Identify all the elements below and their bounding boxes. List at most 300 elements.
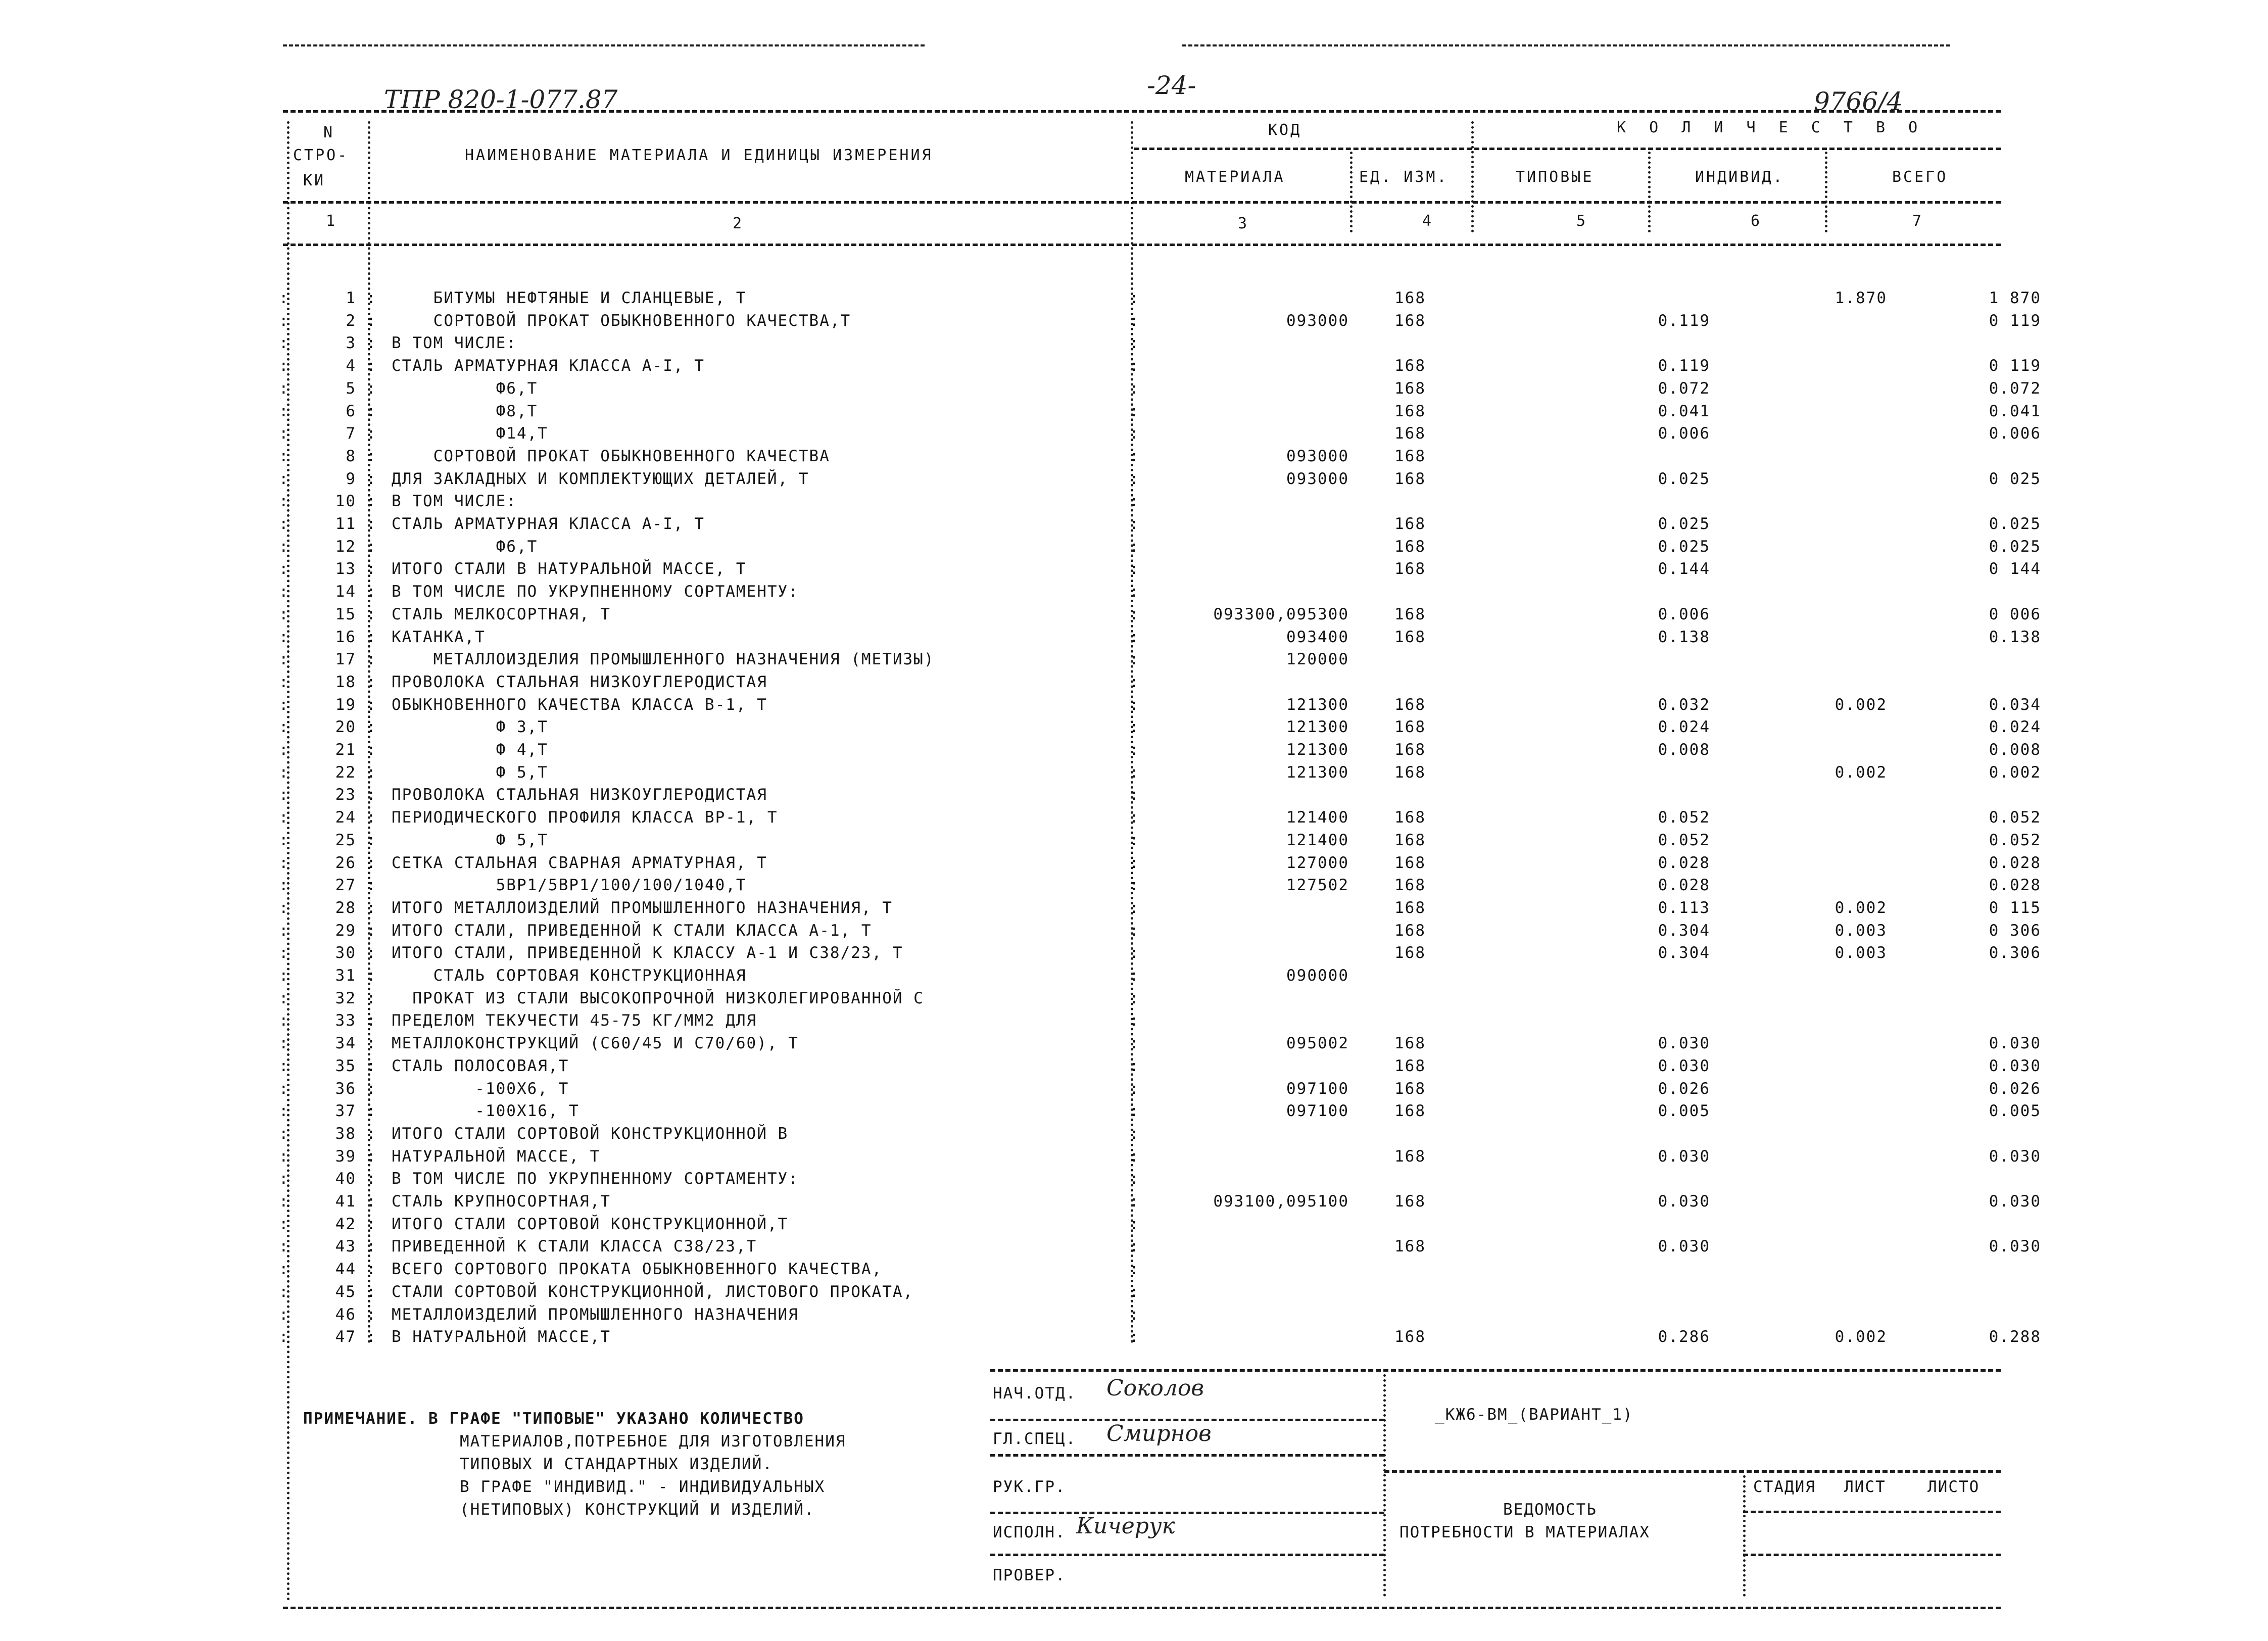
row-material-name: Ф 4,Т: [392, 741, 548, 759]
row-material-name: СТАЛЬ АРМАТУРНАЯ КЛАССА А-I, Т: [392, 515, 705, 533]
row-total-qty: 0.026: [1989, 1080, 2041, 1098]
row-number: 17: [335, 650, 356, 668]
row-material-name: СЕТКА СТАЛЬНАЯ СВАРНАЯ АРМАТУРНАЯ, Т: [392, 854, 767, 872]
row-name-separator: :: [1129, 944, 1140, 962]
row-unit-code: 168: [1394, 1034, 1426, 1052]
colnum-4: 4: [1422, 212, 1432, 230]
row-unit-code: 168: [1394, 560, 1426, 578]
row-material-code: 127502: [1286, 876, 1349, 894]
row-material-code: 093000: [1286, 312, 1349, 330]
row-material-name: ПРЕДЕЛОМ ТЕКУЧЕСТИ 45-75 КГ/ММ2 ДЛЯ: [392, 1011, 757, 1030]
row-left-border: :: [279, 673, 289, 691]
row-material-name: ИТОГО СТАЛИ В НАТУРАЛЬНОЙ МАССЕ, Т: [392, 560, 747, 578]
row-no-separator: :: [366, 402, 377, 420]
executor-label: ИСПОЛН.: [993, 1523, 1066, 1541]
row-left-border: :: [279, 1147, 289, 1166]
colnum-1: 1: [326, 212, 335, 230]
stage-line-2: [1743, 1554, 2001, 1556]
row-unit-code: 168: [1394, 922, 1426, 940]
row-total-qty: 0.024: [1989, 718, 2041, 736]
row-material-name: ПРОКАТ ИЗ СТАЛИ ВЫСОКОПРОЧНОЙ НИЗКОЛЕГИРОВАННОЙ С: [392, 989, 924, 1007]
table-row: [279, 1215, 2001, 1238]
row-no-separator: :: [366, 944, 377, 962]
row-number: 16: [335, 628, 356, 646]
row-total-qty: 0 144: [1989, 560, 2041, 578]
row-total-qty: 0.002: [1989, 763, 2041, 782]
row-no-separator: :: [366, 424, 377, 443]
row-number: 29: [335, 922, 356, 940]
row-number: 22: [335, 763, 356, 782]
row-typical-qty: 0.008: [1658, 741, 1710, 759]
row-material-name: В НАТУРАЛЬНОЙ МАССЕ,Т: [392, 1328, 611, 1346]
row-no-separator: :: [366, 1034, 377, 1052]
row-left-border: :: [279, 808, 289, 827]
row-material-name: СТАЛЬ АРМАТУРНАЯ КЛАССА А-I, Т: [392, 357, 705, 375]
row-number: 42: [335, 1215, 356, 1233]
row-material-name: Ф 3,Т: [392, 718, 548, 736]
row-left-border: :: [279, 515, 289, 533]
row-unit-code: 168: [1394, 854, 1426, 872]
row-unit-code: 168: [1394, 538, 1426, 556]
row-left-border: :: [279, 560, 289, 578]
row-no-separator: :: [366, 786, 377, 804]
colnum-7: 7: [1912, 212, 1922, 230]
row-number: 32: [335, 989, 356, 1007]
chief-spec-signature: Смирнов: [1106, 1421, 1212, 1446]
row-number: 4: [346, 357, 356, 375]
row-left-border: :: [279, 1125, 289, 1143]
row-no-separator: :: [366, 312, 377, 330]
row-name-separator: :: [1129, 289, 1140, 307]
table-row: [279, 650, 2001, 673]
row-material-code: 097100: [1286, 1102, 1349, 1120]
row-name-separator: :: [1129, 1170, 1140, 1188]
row-name-separator: :: [1129, 515, 1140, 533]
row-material-name: Ф 5,Т: [392, 831, 548, 849]
row-unit-code: 168: [1394, 312, 1426, 330]
colnum-3: 3: [1238, 215, 1247, 232]
table-row: [279, 402, 2041, 425]
row-material-name: В ТОМ ЧИСЛЕ ПО УКРУПНЕННОМУ СОРТАМЕНТУ:: [392, 583, 799, 601]
row-left-border: :: [279, 447, 289, 465]
table-row: [279, 560, 2041, 583]
table-row: [279, 312, 2041, 335]
row-left-border: :: [279, 289, 289, 307]
row-no-separator: :: [366, 492, 377, 510]
table-row: [279, 424, 2041, 448]
col-code-material-header: МАТЕРИАЛА: [1185, 168, 1285, 186]
row-unit-code: 168: [1394, 628, 1426, 646]
row-material-name: НАТУРАЛЬНОЙ МАССЕ, Т: [392, 1147, 601, 1166]
row-total-qty: 0 119: [1989, 312, 2041, 330]
row-number: 28: [335, 899, 356, 917]
row-name-separator: :: [1129, 560, 1140, 578]
row-left-border: :: [279, 696, 289, 714]
row-unit-code: 168: [1394, 944, 1426, 962]
row-left-border: :: [279, 1011, 289, 1030]
row-no-separator: :: [366, 650, 377, 668]
row-material-name: Ф 5,Т: [392, 763, 548, 782]
row-unit-code: 168: [1394, 831, 1426, 849]
row-left-border: :: [279, 763, 289, 782]
row-material-name: СТАЛЬ СОРТОВАЯ КОНСТРУКЦИОННАЯ: [392, 967, 747, 985]
sig-row-line-3: [990, 1512, 1384, 1514]
row-name-separator: :: [1129, 1328, 1140, 1346]
row-no-separator: :: [366, 1215, 377, 1233]
row-material-name: -100Х16, Т: [392, 1102, 580, 1120]
row-material-name: ИТОГО СТАЛИ, ПРИВЕДЕННОЙ К СТАЛИ КЛАССА А-1, Т: [392, 922, 872, 940]
row-no-separator: :: [366, 876, 377, 894]
chief-spec-label: ГЛ.СПЕЦ.: [993, 1430, 1077, 1448]
row-no-separator: :: [366, 922, 377, 940]
row-left-border: :: [279, 628, 289, 646]
table-row: [279, 1260, 2001, 1283]
row-material-name: БИТУМЫ НЕФТЯНЫЕ И СЛАНЦЕВЫЕ, Т: [392, 289, 747, 307]
row-typical-qty: 0.005: [1658, 1102, 1710, 1120]
row-name-separator: :: [1129, 741, 1140, 759]
row-no-separator: :: [366, 379, 377, 398]
table-row: [279, 989, 2001, 1012]
row-left-border: :: [279, 1283, 289, 1301]
code-unit-separator: [1350, 152, 1353, 232]
ind-tot-separator: [1825, 152, 1827, 232]
row-material-name: 5ВР1/5ВР1/100/100/1040,Т: [392, 876, 747, 894]
row-material-name: МЕТАЛЛОКОНСТРУКЦИЙ (С60/45 И С70/60), Т: [392, 1034, 799, 1052]
row-number: 35: [335, 1057, 356, 1075]
row-material-name: СТАЛЬ КРУПНОСОРТНАЯ,Т: [392, 1192, 611, 1211]
row-typical-qty: 0.052: [1658, 831, 1710, 849]
row-number: 34: [335, 1034, 356, 1052]
table-row: [279, 289, 2041, 312]
table-row: [279, 876, 2041, 899]
row-typical-qty: 0.030: [1658, 1034, 1710, 1052]
table-row: [279, 673, 2001, 696]
row-material-code: 097100: [1286, 1080, 1349, 1098]
row-total-qty: 0 006: [1989, 605, 2041, 623]
row-unit-code: 168: [1394, 379, 1426, 398]
row-no-separator: :: [366, 1102, 377, 1120]
table-row: [279, 944, 2041, 967]
row-name-separator: :: [1129, 447, 1140, 465]
row-material-code: 121300: [1286, 696, 1349, 714]
row-left-border: :: [279, 1170, 289, 1188]
row-material-name: ИТОГО СТАЛИ СОРТОВОЙ КОНСТРУКЦИОННОЙ В: [392, 1125, 789, 1143]
row-total-qty: 0.030: [1989, 1034, 2041, 1052]
row-no-separator: :: [366, 1057, 377, 1075]
row-name-separator: :: [1129, 424, 1140, 443]
table-row: [279, 1237, 2041, 1261]
table-row: [279, 515, 2041, 538]
row-material-code: 120000: [1286, 650, 1349, 668]
row-no-separator: :: [366, 560, 377, 578]
row-material-code: 093300,095300: [1213, 605, 1349, 623]
row-left-border: :: [279, 402, 289, 420]
row-number: 25: [335, 831, 356, 849]
table-row: [279, 1283, 2001, 1306]
row-unit-code: 168: [1394, 605, 1426, 623]
row-material-code: 093100,095100: [1213, 1192, 1349, 1211]
row-name-separator: :: [1129, 854, 1140, 872]
row-number: 14: [335, 583, 356, 601]
note-line-4: В ГРАФЕ "ИНДИВИД." - ИНДИВИДУАЛЬНЫХ: [460, 1478, 826, 1496]
note-line-3: ТИПОВЫХ И СТАНДАРТНЫХ ИЗДЕЛИЙ.: [460, 1455, 773, 1473]
row-no-separator: :: [366, 831, 377, 849]
row-material-name: ПЕРИОДИЧЕСКОГО ПРОФИЛЯ КЛАССА ВР-1, Т: [392, 808, 778, 827]
row-name-separator: :: [1129, 696, 1140, 714]
row-material-name: СТАЛЬ ПОЛОСОВАЯ,Т: [392, 1057, 569, 1075]
table-row: [279, 1192, 2041, 1216]
row-material-code: 093000: [1286, 470, 1349, 488]
table-row: [279, 583, 2001, 606]
table-row: [279, 1170, 2001, 1193]
row-number: 37: [335, 1102, 356, 1120]
row-total-qty: 1 870: [1989, 289, 2041, 307]
row-name-separator: :: [1129, 1237, 1140, 1256]
row-left-border: :: [279, 876, 289, 894]
row-material-code: 093400: [1286, 628, 1349, 646]
table-row: [279, 763, 2041, 787]
row-number: 40: [335, 1170, 356, 1188]
row-name-separator: :: [1129, 1011, 1140, 1030]
variant-code: _КЖ6-ВМ_(ВАРИАНТ_1): [1435, 1406, 1633, 1424]
row-total-qty: 0.041: [1989, 402, 2041, 420]
row-material-name: ВСЕГО СОРТОВОГО ПРОКАТА ОБЫКНОВЕННОГО КАЧЕСТВА,: [392, 1260, 883, 1278]
col-total-header: ВСЕГО: [1892, 168, 1948, 186]
row-left-border: :: [279, 922, 289, 940]
row-left-border: :: [279, 1034, 289, 1052]
row-name-separator: :: [1129, 989, 1140, 1007]
row-left-border: :: [279, 741, 289, 759]
document-ref: 9766/4: [1814, 87, 1903, 116]
row-number: 8: [346, 447, 356, 465]
row-typical-qty: 0.304: [1658, 922, 1710, 940]
note-line-1: ПРИМЕЧАНИЕ. В ГРАФЕ "ТИПОВЫЕ" УКАЗАНО КОЛИЧЕСТВО: [303, 1410, 804, 1428]
row-typical-qty: 0.041: [1658, 402, 1710, 420]
row-number: 47: [335, 1328, 356, 1346]
row-typical-qty: 0.119: [1658, 312, 1710, 330]
row-left-border: :: [279, 1057, 289, 1075]
note-line-2: МАТЕРИАЛОВ,ПОТРЕБНОЕ ДЛЯ ИЗГОТОВЛЕНИЯ: [460, 1432, 846, 1451]
row-unit-code: 168: [1394, 696, 1426, 714]
row-no-separator: :: [366, 538, 377, 556]
table-row: [279, 1080, 2041, 1103]
row-typical-qty: 0.052: [1658, 808, 1710, 827]
row-no-separator: :: [366, 1237, 377, 1256]
row-material-code: 093000: [1286, 447, 1349, 465]
row-left-border: :: [279, 899, 289, 917]
row-no-separator: :: [366, 763, 377, 782]
row-name-separator: :: [1129, 786, 1140, 804]
row-no-separator: :: [366, 447, 377, 465]
row-unit-code: 168: [1394, 1192, 1426, 1211]
row-left-border: :: [279, 1192, 289, 1211]
row-typical-qty: 0.028: [1658, 876, 1710, 894]
col-unit-header: ЕД. ИЗМ.: [1359, 168, 1449, 186]
row-no-separator: :: [366, 515, 377, 533]
row-material-name: Ф14,Т: [392, 424, 548, 443]
page-number: -24-: [1147, 71, 1196, 100]
row-material-code: 127000: [1286, 854, 1349, 872]
row-unit-code: 168: [1394, 718, 1426, 736]
row-number: 6: [346, 402, 356, 420]
table-row: [279, 492, 2001, 515]
document-title-line-2: ПОТРЕБНОСТИ В МАТЕРИАЛАХ: [1400, 1523, 1650, 1541]
row-name-separator: :: [1129, 1306, 1140, 1324]
row-number: 13: [335, 560, 356, 578]
row-number: 2: [346, 312, 356, 330]
row-unit-code: 168: [1394, 1328, 1426, 1346]
row-name-separator: :: [1129, 1080, 1140, 1098]
col-individual-header: ИНДИВИД.: [1695, 168, 1784, 186]
row-left-border: :: [279, 538, 289, 556]
row-name-separator: :: [1129, 673, 1140, 691]
row-material-name: КАТАНКА,Т: [392, 628, 486, 646]
row-total-qty: 0.030: [1989, 1147, 2041, 1166]
table-row: [279, 786, 2001, 809]
row-typical-qty: 0.144: [1658, 560, 1710, 578]
row-number: 41: [335, 1192, 356, 1211]
row-total-qty: 0 115: [1989, 899, 2041, 917]
row-left-border: :: [279, 1260, 289, 1278]
table-row: [279, 1328, 2041, 1351]
row-left-border: :: [279, 1328, 289, 1346]
row-number: 7: [346, 424, 356, 443]
row-unit-code: 168: [1394, 357, 1426, 375]
row-left-border: :: [279, 379, 289, 398]
row-name-separator: :: [1129, 1260, 1140, 1278]
row-typical-qty: 0.026: [1658, 1080, 1710, 1098]
row-no-separator: :: [366, 696, 377, 714]
row-number: 33: [335, 1011, 356, 1030]
row-no-separator: :: [366, 470, 377, 488]
row-left-border: :: [279, 1237, 289, 1256]
row-number: 45: [335, 1283, 356, 1301]
row-typical-qty: 0.028: [1658, 854, 1710, 872]
row-name-separator: :: [1129, 1147, 1140, 1166]
table-row: [279, 470, 2041, 493]
row-unit-code: 168: [1394, 424, 1426, 443]
row-total-qty: 0.008: [1989, 741, 2041, 759]
row-unit-code: 168: [1394, 1147, 1426, 1166]
table-row: [279, 1306, 2001, 1329]
row-left-border: :: [279, 470, 289, 488]
row-unit-code: 168: [1394, 470, 1426, 488]
row-number: 44: [335, 1260, 356, 1278]
row-total-qty: 0.138: [1989, 628, 2041, 646]
row-material-name: СОРТОВОЙ ПРОКАТ ОБЫКНОВЕННОГО КАЧЕСТВА,Т: [392, 312, 851, 330]
row-unit-code: 168: [1394, 899, 1426, 917]
row-typical-qty: 0.030: [1658, 1147, 1710, 1166]
sheets-label: ЛИСТО: [1927, 1478, 1980, 1496]
row-no-separator: :: [366, 854, 377, 872]
row-total-qty: 0.030: [1989, 1057, 2041, 1075]
stage-separator: [1743, 1475, 1746, 1597]
row-total-qty: 0.025: [1989, 538, 2041, 556]
row-number: 36: [335, 1080, 356, 1098]
row-total-qty: 0.306: [1989, 944, 2041, 962]
row-name-separator: :: [1129, 334, 1140, 352]
row-no-separator: :: [366, 1192, 377, 1211]
header-sub-border: [1134, 148, 2001, 150]
colnum-5: 5: [1576, 212, 1586, 230]
row-name-separator: :: [1129, 470, 1140, 488]
row-no-separator: :: [366, 628, 377, 646]
row-unit-code: 168: [1394, 876, 1426, 894]
row-material-name: ИТОГО МЕТАЛЛОИЗДЕЛИЙ ПРОМЫШЛЕННОГО НАЗНАЧЕНИЯ, Т: [392, 899, 893, 917]
row-name-separator: :: [1129, 650, 1140, 668]
row-number: 9: [346, 470, 356, 488]
row-left-border: :: [279, 854, 289, 872]
row-left-border: :: [279, 831, 289, 849]
row-number: 24: [335, 808, 356, 827]
row-no-separator: :: [366, 989, 377, 1007]
table-row: [279, 1057, 2041, 1080]
row-material-code: 095002: [1286, 1034, 1349, 1052]
row-number: 5: [346, 379, 356, 398]
row-no-separator: :: [366, 673, 377, 691]
row-no-separator: :: [366, 1306, 377, 1324]
row-no-separator: :: [366, 899, 377, 917]
row-left-border: :: [279, 718, 289, 736]
row-total-qty: 0.052: [1989, 831, 2041, 849]
row-unit-code: 168: [1394, 741, 1426, 759]
row-material-name: СОРТОВОЙ ПРОКАТ ОБЫКНОВЕННОГО КАЧЕСТВА: [392, 447, 830, 465]
row-total-qty: 0.028: [1989, 854, 2041, 872]
row-number: 26: [335, 854, 356, 872]
project-code: ТПР 820-1-077.87: [384, 85, 618, 114]
table-row: [279, 1102, 2041, 1125]
table-row: [279, 922, 2041, 945]
table-row: [279, 831, 2041, 854]
row-no-separator: :: [366, 741, 377, 759]
row-left-border: :: [279, 1306, 289, 1324]
row-total-qty: 0.288: [1989, 1328, 2041, 1346]
row-unit-code: 168: [1394, 1237, 1426, 1256]
row-number: 23: [335, 786, 356, 804]
row-no-separator: :: [366, 1147, 377, 1166]
unit-typ-separator: [1471, 121, 1474, 232]
row-typical-qty: 0.030: [1658, 1057, 1710, 1075]
row-material-code: 121300: [1286, 741, 1349, 759]
row-left-border: :: [279, 605, 289, 623]
row-unit-code: 168: [1394, 447, 1426, 465]
row-number: 3: [346, 334, 356, 352]
row-number: 19: [335, 696, 356, 714]
row-name-separator: :: [1129, 899, 1140, 917]
row-typical-qty: 0.113: [1658, 899, 1710, 917]
row-no-separator: :: [366, 808, 377, 827]
row-unit-code: 168: [1394, 402, 1426, 420]
table-row: [279, 1147, 2041, 1171]
table-row: [279, 718, 2041, 741]
row-number: 20: [335, 718, 356, 736]
row-name-separator: :: [1129, 312, 1140, 330]
row-individual-qty: 0.003: [1835, 944, 1887, 962]
row-material-name: ОБЫКНОВЕННОГО КАЧЕСТВА КЛАССА В-1, Т: [392, 696, 767, 714]
row-material-name: МЕТАЛЛОИЗДЕЛИЯ ПРОМЫШЛЕННОГО НАЗНАЧЕНИЯ (МЕТИЗЫ): [392, 650, 935, 668]
row-name-separator: :: [1129, 1057, 1140, 1075]
header-bottom-border: [283, 201, 2001, 204]
row-no-separator: :: [366, 334, 377, 352]
head-dept-label: НАЧ.ОТД.: [993, 1384, 1077, 1403]
row-name-separator: :: [1129, 1283, 1140, 1301]
row-no-separator: :: [366, 1260, 377, 1278]
table-row: [279, 334, 2001, 357]
row-no-separator: :: [366, 289, 377, 307]
col-typical-header: ТИПОВЫЕ: [1516, 168, 1594, 186]
row-material-name: ПРОВОЛОКА СТАЛЬНАЯ НИЗКОУГЛЕРОДИСТАЯ: [392, 786, 767, 804]
row-no-separator: :: [366, 718, 377, 736]
